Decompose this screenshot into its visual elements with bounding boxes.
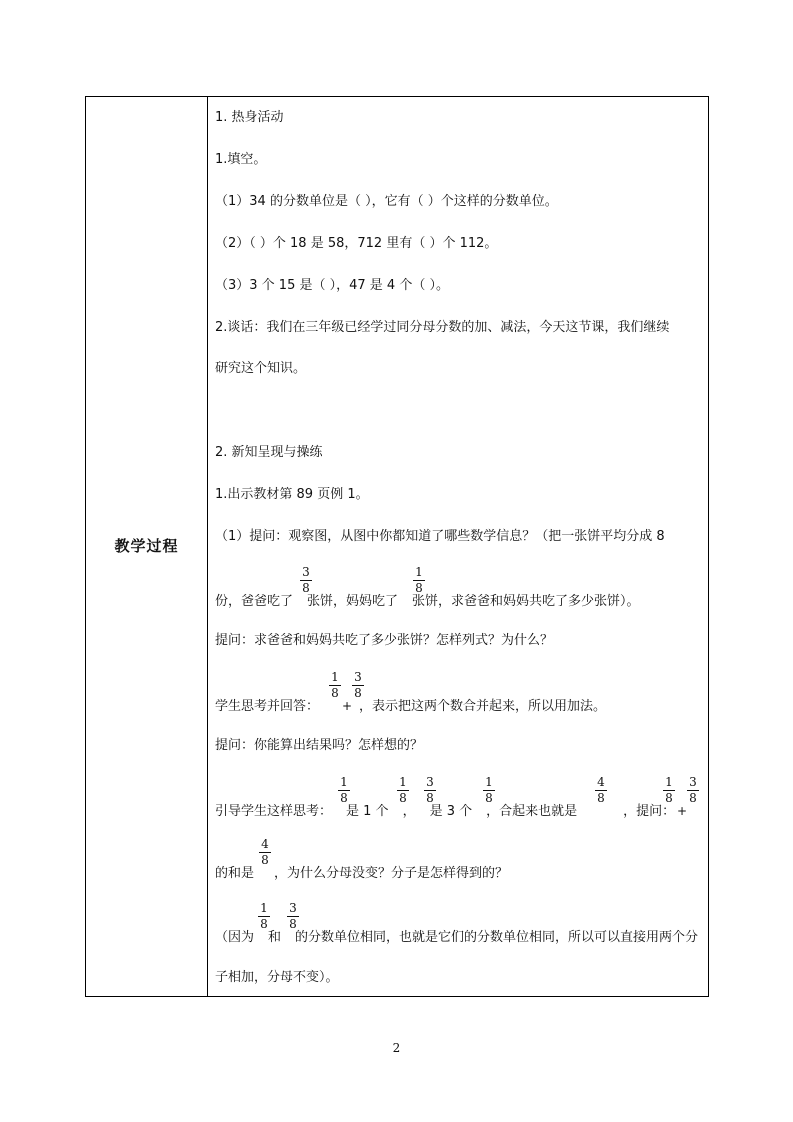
plus-sign: + (677, 804, 688, 818)
sum-line (215, 866, 508, 882)
answer-line (215, 699, 606, 715)
numerator: 1 (340, 775, 348, 789)
text-segment: （因为 (215, 930, 255, 945)
text-segment: 学生思考并回答： (215, 699, 320, 714)
fraction-three-eighths (287, 902, 299, 931)
numerator: 1 (665, 775, 673, 789)
denominator: 8 (289, 917, 297, 931)
fraction-four-eighths (595, 776, 607, 805)
numerator: 1 (331, 670, 339, 684)
section-label: 教学过程 (114, 537, 179, 555)
denominator: 8 (261, 853, 269, 867)
text-segment: 张饼，妈妈吃了 (307, 594, 399, 609)
numerator: 1 (399, 775, 407, 789)
denominator: 8 (354, 686, 362, 700)
fraction-one-eighth (258, 902, 270, 931)
denominator: 8 (597, 791, 605, 805)
denominator: 8 (340, 791, 348, 805)
numerator: 4 (597, 775, 605, 789)
text-segment: 引导学生这样思考： (215, 804, 333, 819)
ask-line-2: 提问：求爸爸和妈妈共吃了多少张饼？怎样列式？为什么？ (215, 633, 554, 648)
guide-line (215, 804, 675, 820)
fraction-four-eighths (259, 838, 271, 867)
ask-line-1b (215, 594, 640, 610)
heading-new-knowledge: 2. 新知呈现与操练 (215, 445, 323, 460)
fraction-one-eighth (329, 671, 341, 700)
because-line-2: 子相加，分母不变）。 (215, 970, 339, 985)
plus-sign: + (342, 699, 353, 713)
question-2: （2）（ ）个 18 是 58，712 里有（ ）个 112。 (215, 236, 498, 251)
talk-line-1: 2.谈话：我们在三年级已经学过同分母分数的加、减法，今天这节课，我们继续 (215, 320, 670, 335)
numerator: 3 (302, 565, 310, 579)
fill-blank-title: 1.填空。 (215, 152, 267, 167)
denominator: 8 (485, 791, 493, 805)
numerator: 3 (689, 775, 697, 789)
fraction-three-eighths (300, 566, 312, 595)
numerator: 1 (485, 775, 493, 789)
fraction-one-eighth (483, 776, 495, 805)
text-segment: ， (402, 804, 416, 819)
question-1: （1）34 的分数单位是（ ），它有（ ）个这样的分数单位。 (215, 194, 558, 209)
ask-line-1: （1）提问：观察图，从图中你都知道了哪些数学信息？（把一张饼平均分成 8 (215, 529, 665, 544)
text-segment: ，表示把这两个数合并起来，所以用加法。 (359, 699, 607, 714)
text-segment: 的和是 (215, 866, 255, 881)
page-number: 2 (392, 1041, 401, 1055)
denominator: 8 (415, 581, 423, 595)
heading-warmup: 1. 热身活动 (215, 110, 284, 125)
denominator: 8 (665, 791, 673, 805)
denominator: 8 (302, 581, 310, 595)
question-3: （3）3 个 15 是（ ），47 是 4 个（ ）。 (215, 278, 449, 293)
denominator: 8 (689, 791, 697, 805)
fraction-three-eighths (687, 776, 699, 805)
numerator: 1 (260, 901, 268, 915)
text-segment: 份，爸爸吃了 (215, 594, 294, 609)
fraction-one-eighth (397, 776, 409, 805)
denominator: 8 (399, 791, 407, 805)
text-segment: 张饼，求爸爸和妈妈共吃了多少张饼）。 (412, 594, 640, 609)
denominator: 8 (331, 686, 339, 700)
fraction-one-eighth (338, 776, 350, 805)
text-segment: ，提问： (623, 804, 676, 819)
text-segment: 和 (268, 930, 282, 945)
numerator: 4 (261, 837, 269, 851)
ask-line-3: 提问：你能算出结果吗？怎样想的？ (215, 738, 424, 753)
text-segment: 是 3 个 (429, 804, 473, 819)
numerator: 1 (415, 565, 423, 579)
because-line (215, 930, 698, 946)
text-segment: ，为什么分母没变？分子是怎样得到的？ (274, 866, 509, 881)
numerator: 3 (426, 775, 434, 789)
text-segment: 是 1 个 (346, 804, 389, 819)
numerator: 3 (354, 670, 362, 684)
fraction-one-eighth (663, 776, 675, 805)
denominator: 8 (260, 917, 268, 931)
text-segment: 的分数单位相同，也就是它们的分数单位相同，所以可以直接用两个分 (295, 930, 699, 945)
denominator: 8 (426, 791, 434, 805)
fraction-three-eighths (352, 671, 364, 700)
fraction-one-eighth (413, 566, 425, 595)
text-segment: ，合起来也就是 (486, 804, 578, 819)
table-column-divider (207, 96, 208, 997)
fraction-three-eighths (424, 776, 436, 805)
numerator: 3 (289, 901, 297, 915)
talk-line-2: 研究这个知识。 (215, 361, 307, 376)
show-example: 1.出示教材第 89 页例 1。 (215, 487, 369, 502)
